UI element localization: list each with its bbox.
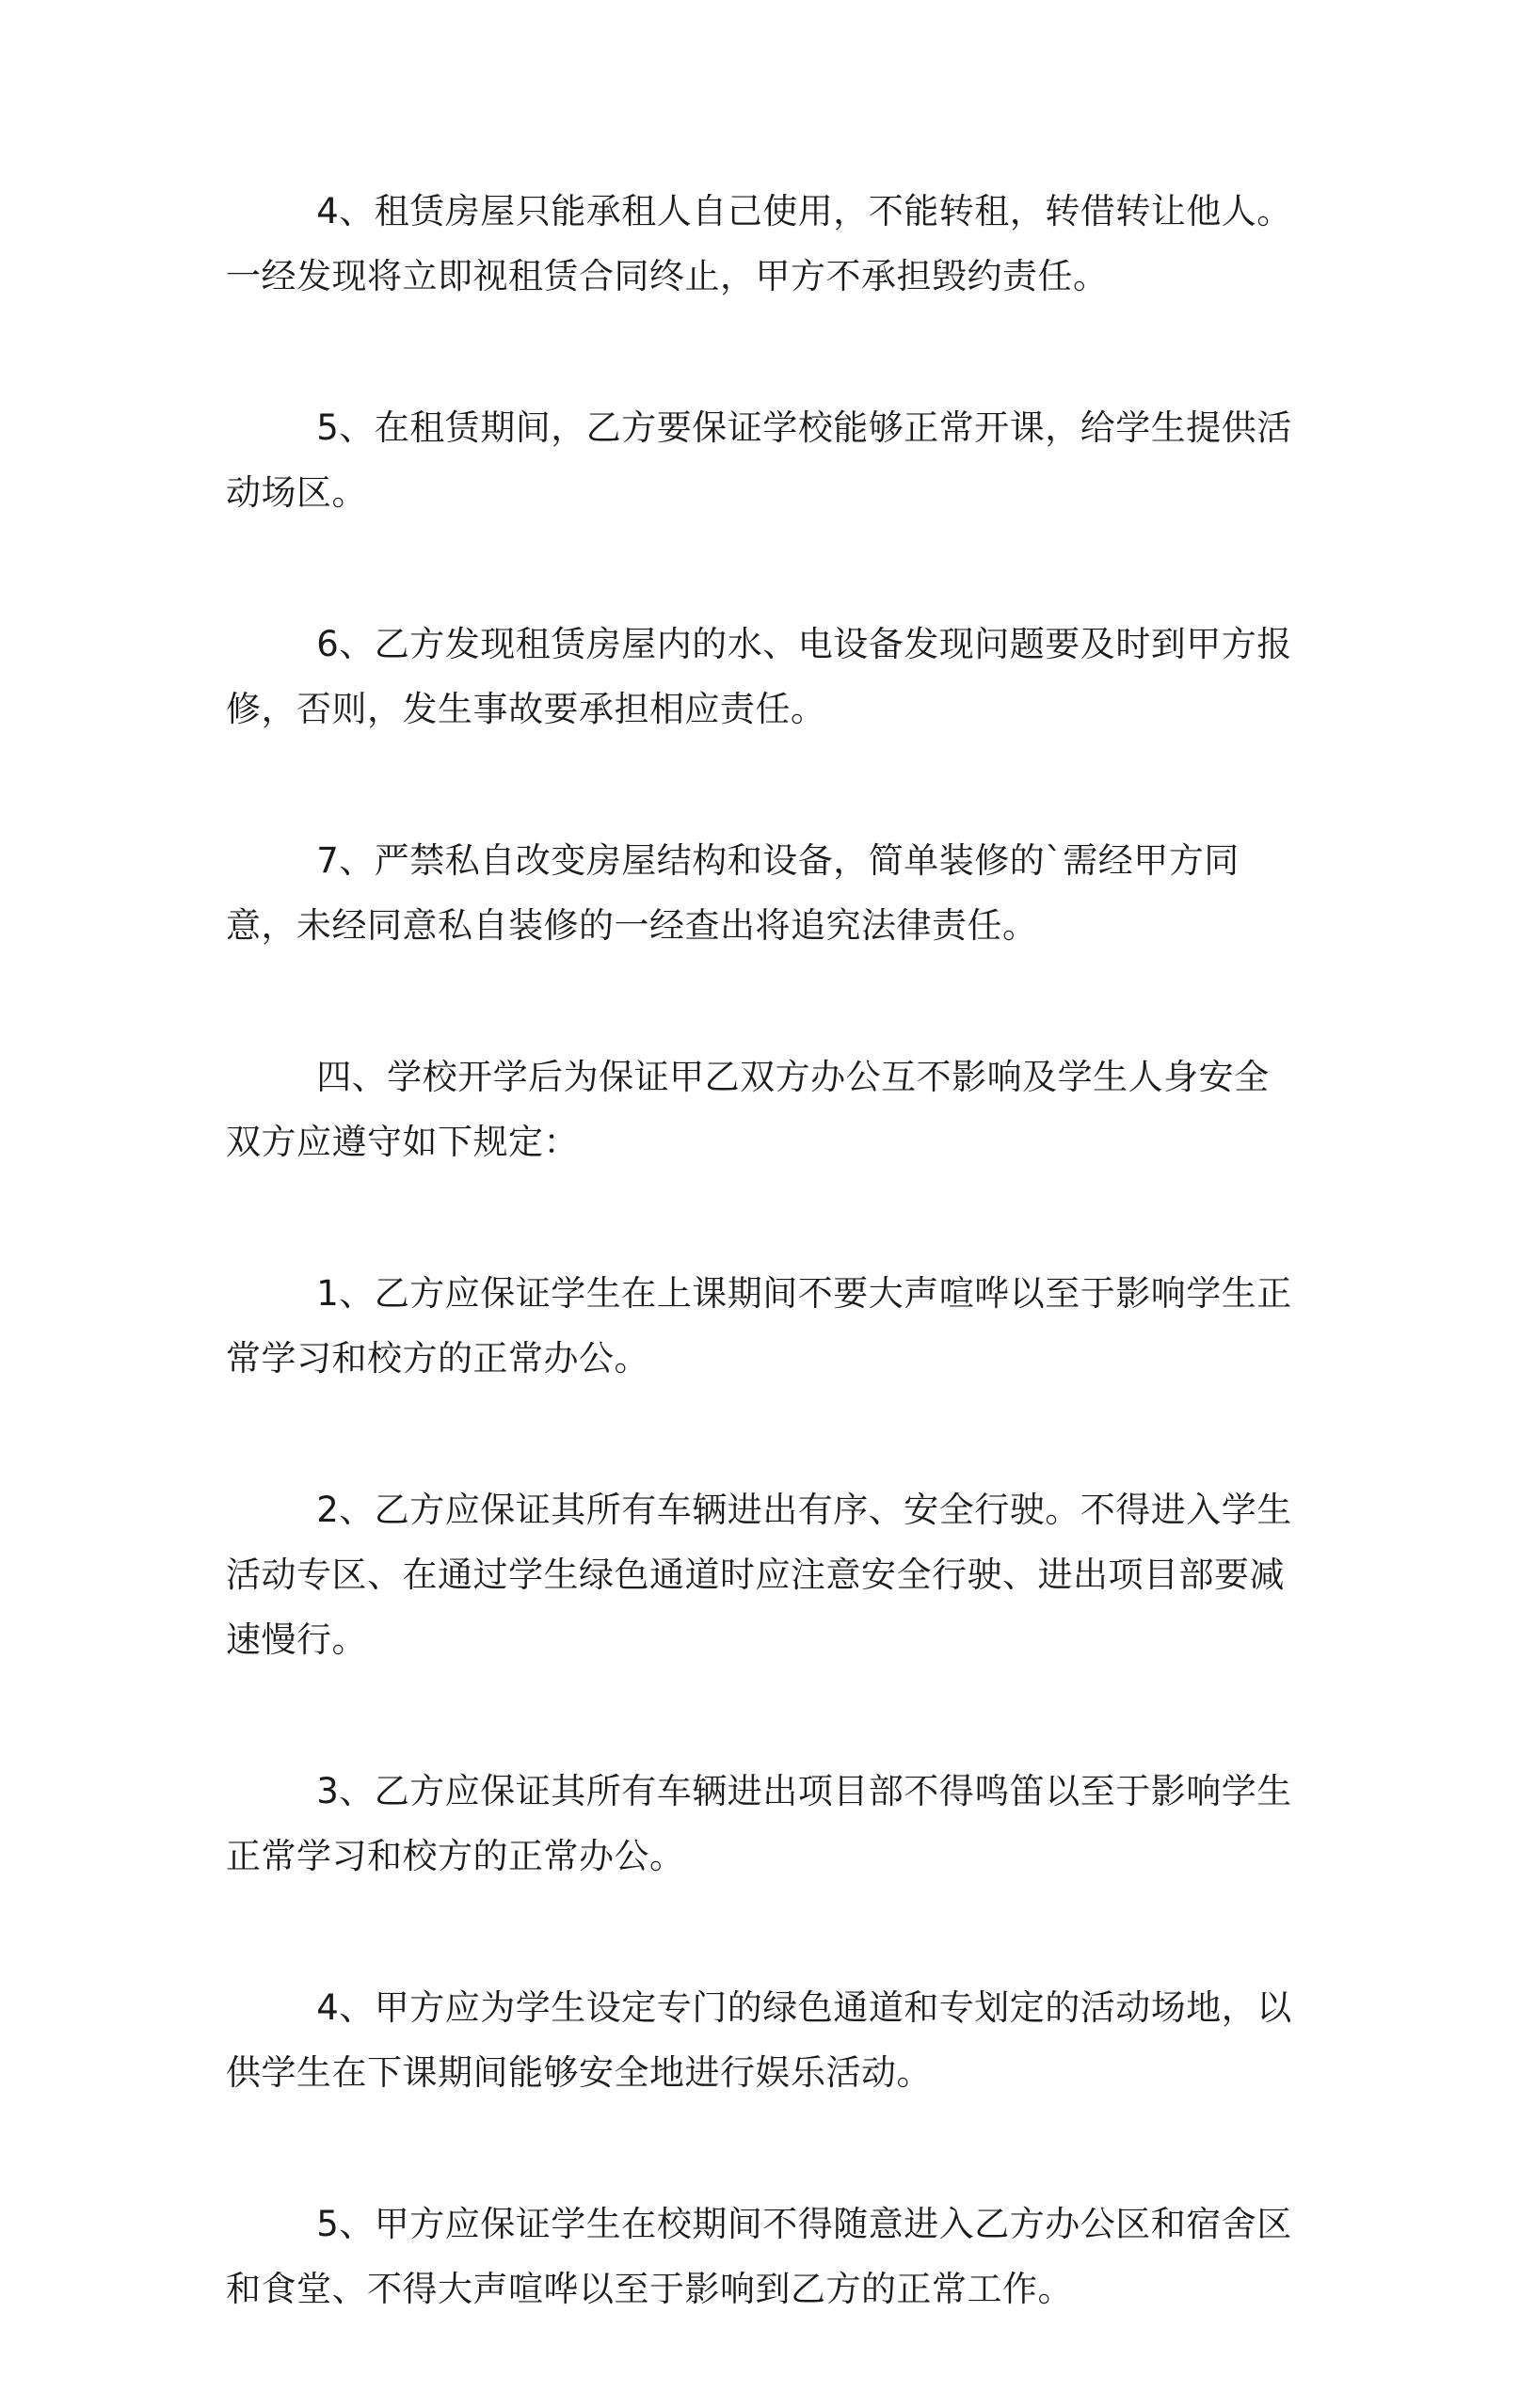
clause-paragraph: 2、乙方应保证其所有车辆进出有序、安全行驶。不得进入学生活动专区、在通过学生绿色通道时应注意安全行驶、进出项目部要减速慢行。 [226, 1490, 1292, 1660]
clause-paragraph: 4、甲方应为学生设定专门的绿色通道和专划定的活动场地，以供学生在下课期间能够安全地进行娱乐活动。 [226, 1987, 1292, 2093]
clause-paragraph: 3、乙方应保证其所有车辆进出项目部不得鸣笛以至于影响学生正常学习和校方的正常办公。 [226, 1771, 1292, 1876]
document-page [226, 179, 1294, 2408]
clause-paragraph: 7、严禁私自改变房屋结构和设备，简单装修的`需经甲方同意，未经同意私自装修的一经查出将追究法律责任。 [226, 840, 1240, 946]
clause-paragraph: 5、甲方应保证学生在校期间不得随意进入乙方办公区和宿舍区和食堂、不得大声喧哗以至于影响到乙方的正常工作。 [226, 2204, 1292, 2309]
clause-paragraph: 5、在租赁期间，乙方要保证学校能够正常开课，给学生提供活动场区。 [226, 407, 1292, 513]
clause-paragraph: 4、租赁房屋只能承租人自己使用，不能转租，转借转让他人。一经发现将立即视租赁合同终止，甲方不承担毁约责任。 [226, 191, 1292, 296]
section-heading-paragraph: 四、学校开学后为保证甲乙双方办公互不影响及学生人身安全双方应遵守如下规定： [226, 1057, 1270, 1162]
clause-paragraph: 6、乙方发现租赁房屋内的水、电设备发现问题要及时到甲方报修，否则，发生事故要承担相应责任。 [226, 624, 1292, 729]
clause-paragraph: 1、乙方应保证学生在上课期间不要大声喧哗以至于影响学生正常学习和校方的正常办公。 [226, 1273, 1292, 1379]
